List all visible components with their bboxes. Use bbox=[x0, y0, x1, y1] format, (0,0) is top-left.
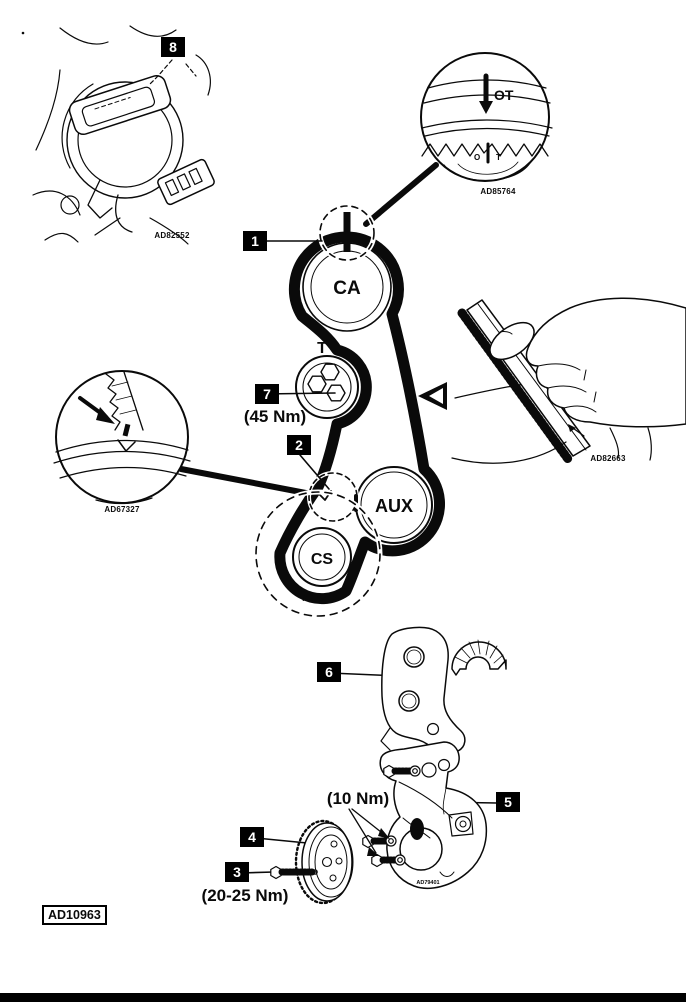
auxiliary-pulley bbox=[356, 467, 432, 543]
torque-arrows-10nm bbox=[349, 809, 390, 856]
rotation-arrow bbox=[418, 382, 447, 410]
magnifier-handle bbox=[366, 165, 436, 224]
camshaft-label: CA bbox=[333, 278, 361, 299]
belt-guard-bracket bbox=[381, 627, 465, 764]
ot-mark-text: OT bbox=[494, 87, 514, 103]
gear-mark-t: T bbox=[496, 153, 501, 162]
torque-mount-bolts: (10 Nm) bbox=[326, 789, 390, 808]
sensor-illustration bbox=[33, 26, 215, 244]
ot-mark-magnifier bbox=[366, 53, 552, 224]
magnifier-handle bbox=[181, 469, 311, 494]
code-layout: AD79402 bbox=[302, 594, 338, 603]
page-dot bbox=[22, 32, 25, 35]
code-sensor: AD82552 bbox=[154, 231, 190, 240]
cam-timing-mark-circle bbox=[320, 206, 374, 260]
code-bracket: AD79401 bbox=[416, 880, 440, 886]
crankshaft-label: CS bbox=[310, 551, 334, 568]
camshaft-sprocket bbox=[303, 243, 391, 331]
sensor-connector bbox=[157, 158, 216, 205]
callout-4: 4 bbox=[240, 827, 264, 847]
callout-5: 5 bbox=[496, 792, 520, 812]
callout-3: 3 bbox=[225, 862, 249, 882]
code-ot-detail: AD85764 bbox=[480, 187, 516, 196]
callout-7: 7 bbox=[255, 384, 279, 404]
water-pump-pulley bbox=[296, 821, 353, 903]
callout-2: 2 bbox=[287, 435, 311, 455]
crankshaft-sprocket bbox=[293, 528, 351, 586]
tensioner-label: T bbox=[317, 340, 327, 357]
callout-8: 8 bbox=[161, 37, 185, 57]
callout-6: 6 bbox=[317, 662, 341, 682]
figure-code-box: AD10963 bbox=[42, 905, 107, 925]
code-belt-check: AD82663 bbox=[590, 454, 626, 463]
belt-twist-illustration bbox=[452, 298, 686, 463]
torque-tensioner-nut: (45 Nm) bbox=[243, 407, 307, 426]
auxiliary-label: AUX bbox=[374, 496, 414, 516]
torque-pulley-bolts: (20-25 Nm) bbox=[201, 886, 289, 905]
code-crank-detail: AD67327 bbox=[104, 505, 140, 514]
ribbed-shim bbox=[452, 640, 506, 675]
callout-1: 1 bbox=[243, 231, 267, 251]
gear-mark-o: O bbox=[474, 153, 481, 162]
bottom-rule bbox=[0, 993, 686, 1002]
mount-bracket bbox=[380, 742, 486, 888]
